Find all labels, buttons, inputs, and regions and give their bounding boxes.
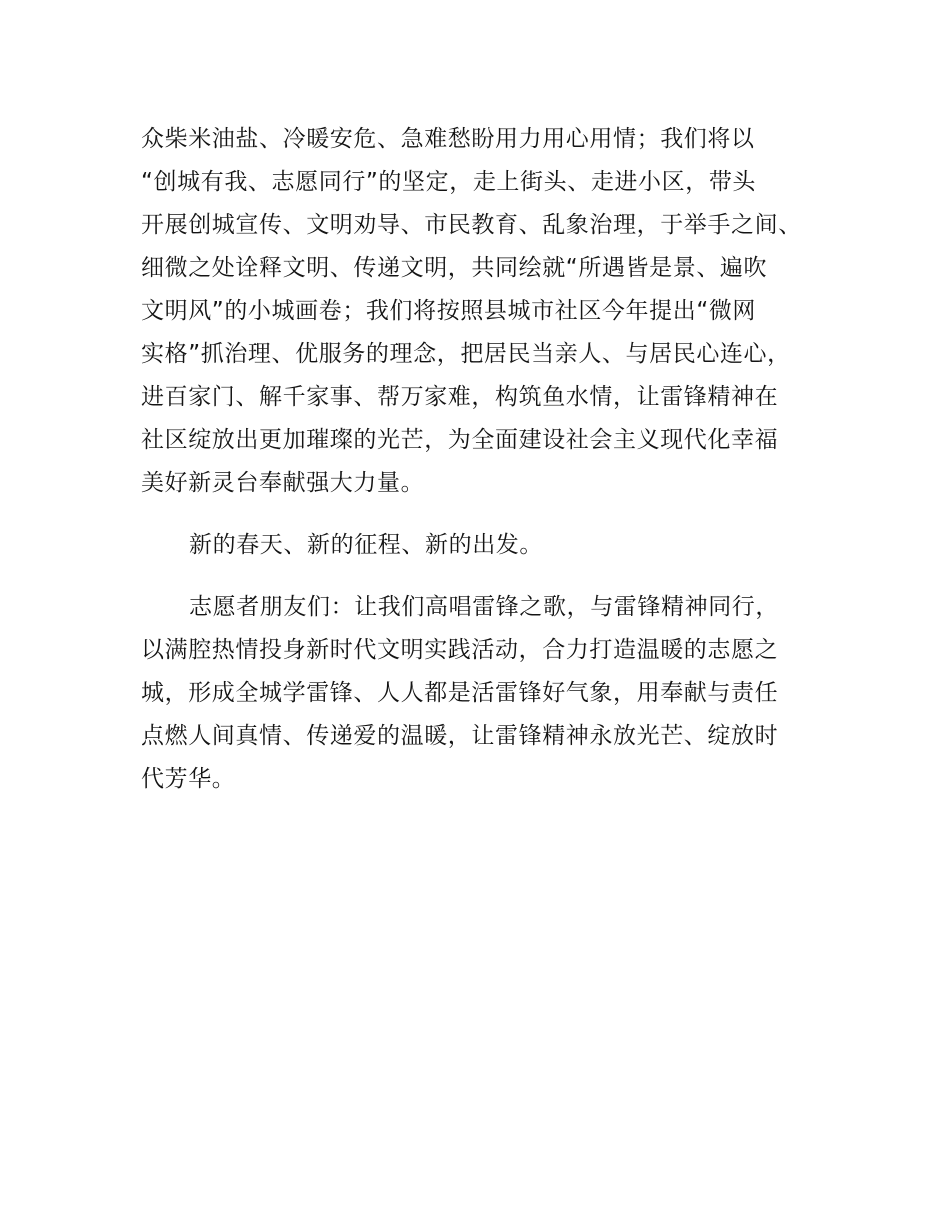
paragraph-2 [141,524,831,567]
paragraph-3 [141,586,831,801]
paragraph-gap [141,505,831,524]
text-line: 文明风”的小城画卷；我们将按照县城市社区今年提出“微网 [141,298,757,324]
text-line: “创城有我、志愿同行”的坚定，走上街头、走进小区，带头 [141,169,757,195]
text-line: 新的春天、新的征程、新的出发。 [189,532,543,558]
text-line: 实格”抓治理、优服务的理念，把居民当亲人、与居民心连心， [141,341,791,367]
document-body [141,118,831,801]
text-line: 进百家门、解千家事、帮万家难，构筑鱼水情，让雷锋精神在 [141,384,779,410]
paragraph-1 [141,118,831,505]
text-line: 众柴米油盐、冷暖安危、急难愁盼用力用心用情；我们将以 [141,126,755,152]
text-line: 开展创城宣传、文明劝导、市民教育、乱象治理，于举手之间、 [141,212,802,238]
paragraph-gap [141,567,831,586]
text-line: 以满腔热情投身新时代文明实践活动，合力打造温暖的志愿之 [141,637,779,663]
text-line: 代芳华。 [141,766,236,792]
text-line: 社区绽放出更加璀璨的光芒，为全面建设社会主义现代化幸福 [141,427,779,453]
text-line: 志愿者朋友们：让我们高唱雷锋之歌，与雷锋精神同行， [189,594,779,620]
text-line: 细微之处诠释文明、传递文明，共同绘就“所遇皆是景、遍吹 [141,255,768,281]
text-line: 点燃人间真情、传递爱的温暖，让雷锋精神永放光芒、绽放时 [141,723,779,749]
text-line: 城，形成全城学雷锋、人人都是活雷锋好气象，用奉献与责任 [141,680,779,706]
text-line: 美好新灵台奉献强大力量。 [141,470,425,496]
